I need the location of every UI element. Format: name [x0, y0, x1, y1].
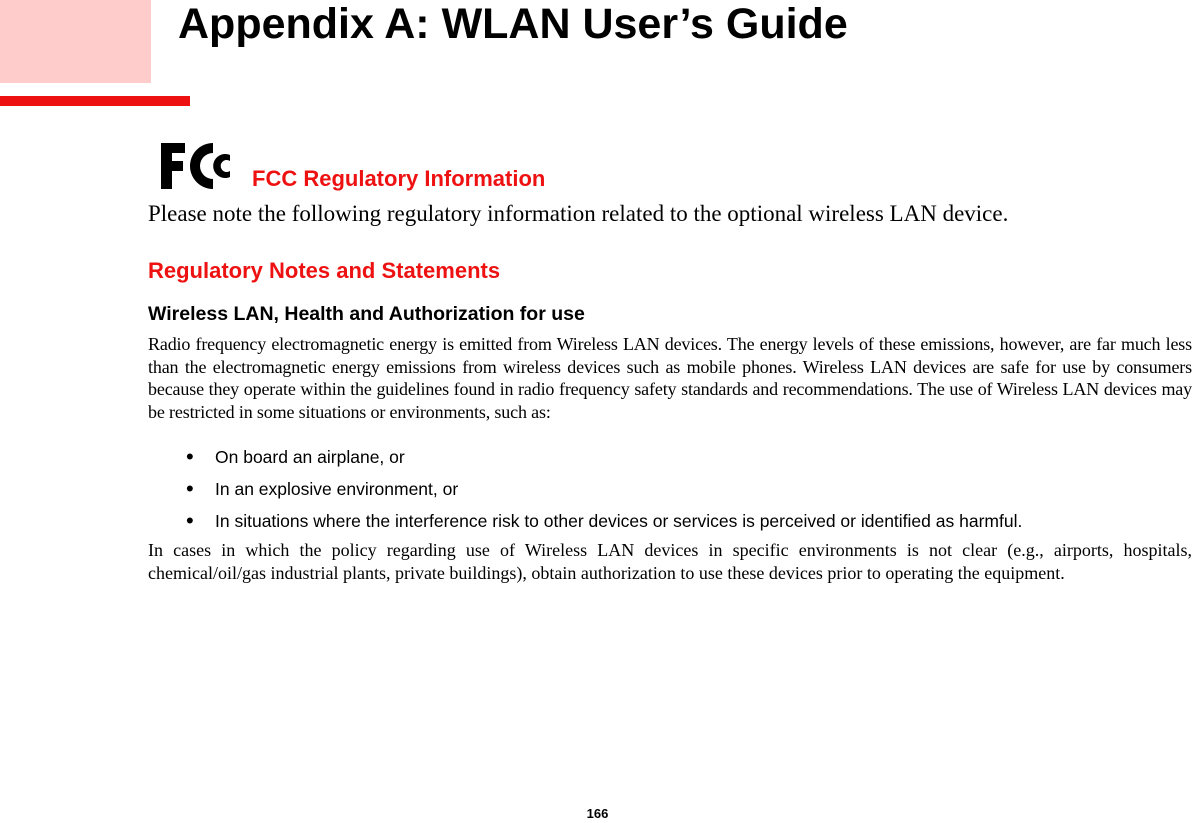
list-item-text: In situations where the interference risk to other devices or services is perceived or identified as harmful.	[215, 511, 1023, 531]
list-item-text: In an explosive environment, or	[215, 479, 459, 499]
corner-block	[0, 0, 151, 83]
bullet-icon: •	[186, 444, 194, 469]
fcc-intro: Please note the following regulatory information related to the optional wireless LAN device.	[148, 201, 1009, 226]
bullet-icon: •	[186, 508, 194, 533]
bullet-icon: •	[186, 476, 194, 501]
wlan-subheading: Wireless LAN, Health and Authorization for use	[148, 303, 585, 325]
regulatory-heading: Regulatory Notes and Statements	[148, 258, 501, 283]
rf-energy-paragraph: Radio frequency electromagnetic energy is emitted from Wireless LAN devices. The energy levels of these emissions, however, are far much less than the electromagnetic energy emissions from wireless devices such as mobile phones. Wireless LAN devices are safe for use by consumers because they operate within the guidelines found in radio frequency safety standards and recommendations. The use of Wireless LAN devices may be restricted in some situations or environments, such as:	[148, 334, 1192, 422]
fcc-logo-icon	[157, 139, 237, 193]
page-title: Appendix A: WLAN User’s Guide	[178, 0, 848, 48]
header-rule	[0, 96, 190, 106]
authorization-paragraph: In cases in which the policy regarding use of Wireless LAN devices in specific environments is not clear (e.g., airports, hospitals, chemical/oil/gas industrial plants, private buildings), obtain authorization to use these devices prior to operating the equipment.	[148, 540, 1192, 583]
fcc-heading: FCC Regulatory Information	[252, 166, 546, 191]
page-number: 166	[586, 806, 609, 821]
list-item-text: On board an airplane, or	[215, 447, 405, 467]
